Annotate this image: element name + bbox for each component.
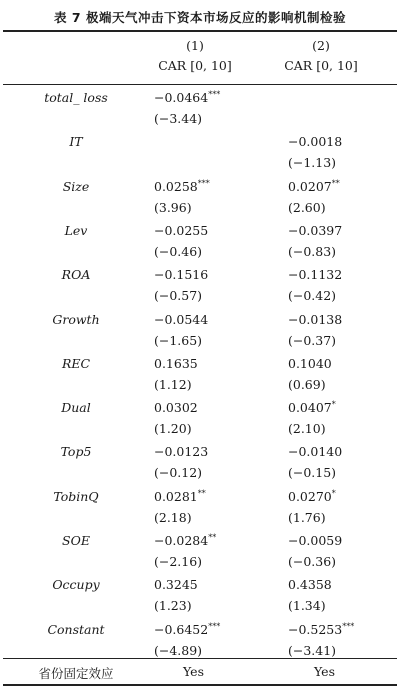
t-stat-c1: (−0.46) <box>154 244 203 259</box>
variable-name: Size <box>62 179 90 194</box>
coef-c1 <box>154 312 208 327</box>
coef-c1 <box>154 622 220 637</box>
coefficient-value: 0.4358 <box>288 577 332 592</box>
significance-stars: * <box>331 400 336 409</box>
top-rule <box>3 30 397 32</box>
t-stat-c2: (−0.37) <box>288 333 337 348</box>
coefficient-value: 0.0407 <box>288 400 332 415</box>
t-stat-c2: (1.34) <box>288 598 326 613</box>
significance-stars: ** <box>197 489 206 498</box>
variable-name: Occupy <box>52 577 100 592</box>
coef-c1 <box>154 356 198 371</box>
coef-c2 <box>288 179 340 194</box>
header-rule <box>3 84 397 85</box>
coef-c2 <box>288 312 342 327</box>
coef-c1 <box>154 223 208 238</box>
coefficient-value: −0.5253 <box>288 622 343 637</box>
t-stat-c2: (−3.41) <box>288 643 337 658</box>
variable-name: ROA <box>61 267 91 282</box>
coef-c1 <box>154 533 216 548</box>
coef-c2 <box>288 444 342 459</box>
t-stat-c1: (−1.65) <box>154 333 203 348</box>
variable-name: Dual <box>61 400 91 415</box>
coef-c2 <box>288 134 342 149</box>
coefficient-value: −0.0140 <box>288 444 343 459</box>
coefficient-value: 0.1635 <box>154 356 198 371</box>
t-stat-c2: (−0.83) <box>288 244 337 259</box>
significance-stars: ** <box>331 179 340 188</box>
variable-name: Lev <box>64 223 88 238</box>
coef-c2 <box>288 267 342 282</box>
variable-name: REC <box>61 356 91 371</box>
t-stat-c2: (−1.13) <box>288 155 337 170</box>
t-stat-c2: (2.10) <box>288 421 326 436</box>
coef-c2 <box>288 489 336 504</box>
coefficient-value: 0.0270 <box>288 489 332 504</box>
significance-stars: ** <box>208 533 217 542</box>
fixed-effects-rule <box>3 658 397 659</box>
coef-c2 <box>288 533 342 548</box>
variable-name: SOE <box>62 533 90 548</box>
coefficient-value: −0.6452 <box>154 622 209 637</box>
t-stat-c1: (−4.89) <box>154 643 203 658</box>
significance-stars: *** <box>208 90 221 99</box>
coefficient-value: 0.0302 <box>154 400 198 415</box>
coef-c2 <box>288 400 336 415</box>
variable-name: Top5 <box>60 444 92 459</box>
table-title: 表 7 极端天气冲击下资本市场反应的影响机制检验 <box>54 10 346 25</box>
coef-c1 <box>154 444 208 459</box>
coef-c1 <box>154 179 210 194</box>
bottom-rule <box>3 684 397 686</box>
coefficient-value: 0.1040 <box>288 356 332 371</box>
col1-label: CAR [0, 10] <box>158 58 232 73</box>
col1-number: (1) <box>186 38 204 53</box>
coef-c2 <box>288 577 332 592</box>
coefficient-value: −0.0544 <box>154 312 209 327</box>
coefficient-value: −0.0464 <box>154 90 209 105</box>
coefficient-value: 0.0207 <box>288 179 332 194</box>
fixed-effects-label: 省份固定效应 <box>38 666 114 681</box>
coef-c1 <box>154 267 208 282</box>
coefficient-value: −0.0138 <box>288 312 343 327</box>
coef-c2 <box>288 622 354 637</box>
variable-name: total_ loss <box>44 90 108 105</box>
coefficient-value: 0.3245 <box>154 577 198 592</box>
coefficient-value: −0.1516 <box>154 267 209 282</box>
t-stat-c1: (2.18) <box>154 510 192 525</box>
t-stat-c2: (0.69) <box>288 377 326 392</box>
t-stat-c2: (1.76) <box>288 510 326 525</box>
t-stat-c1: (1.12) <box>154 377 192 392</box>
t-stat-c1: (1.23) <box>154 598 192 613</box>
t-stat-c1: (−2.16) <box>154 554 203 569</box>
coef-c1 <box>154 400 198 415</box>
t-stat-c1: (−3.44) <box>154 111 203 126</box>
t-stat-c2: (2.60) <box>288 200 326 215</box>
coefficient-value: −0.0397 <box>288 223 343 238</box>
col2-label: CAR [0, 10] <box>284 58 358 73</box>
variable-name: TobinQ <box>53 489 99 504</box>
coef-c1 <box>154 577 198 592</box>
significance-stars: *** <box>197 179 210 188</box>
variable-name: Growth <box>52 312 100 327</box>
significance-stars: * <box>331 489 336 498</box>
t-stat-c1: (3.96) <box>154 200 192 215</box>
coefficient-value: −0.0255 <box>154 223 209 238</box>
t-stat-c1: (1.20) <box>154 421 192 436</box>
coefficient-value: 0.0258 <box>154 179 198 194</box>
coefficient-value: −0.1132 <box>288 267 343 282</box>
coef-c1 <box>154 489 206 504</box>
coefficient-value: −0.0059 <box>288 533 343 548</box>
coefficient-value: −0.0123 <box>154 444 209 459</box>
t-stat-c2: (−0.15) <box>288 465 337 480</box>
coef-c1 <box>154 90 220 105</box>
significance-stars: *** <box>342 622 355 631</box>
t-stat-c2: (−0.36) <box>288 554 337 569</box>
variable-name: Constant <box>47 622 105 637</box>
col2-number: (2) <box>312 38 330 53</box>
significance-stars: *** <box>208 622 221 631</box>
coefficient-value: 0.0281 <box>154 489 198 504</box>
coefficient-value: −0.0018 <box>288 134 343 149</box>
fixed-effects-col2: Yes <box>314 664 335 679</box>
coef-c2 <box>288 223 342 238</box>
coef-c2 <box>288 356 332 371</box>
coefficient-value: −0.0284 <box>154 533 209 548</box>
variable-name: IT <box>69 134 83 149</box>
t-stat-c2: (−0.42) <box>288 288 337 303</box>
t-stat-c1: (−0.12) <box>154 465 203 480</box>
t-stat-c1: (−0.57) <box>154 288 203 303</box>
fixed-effects-col1: Yes <box>183 664 204 679</box>
